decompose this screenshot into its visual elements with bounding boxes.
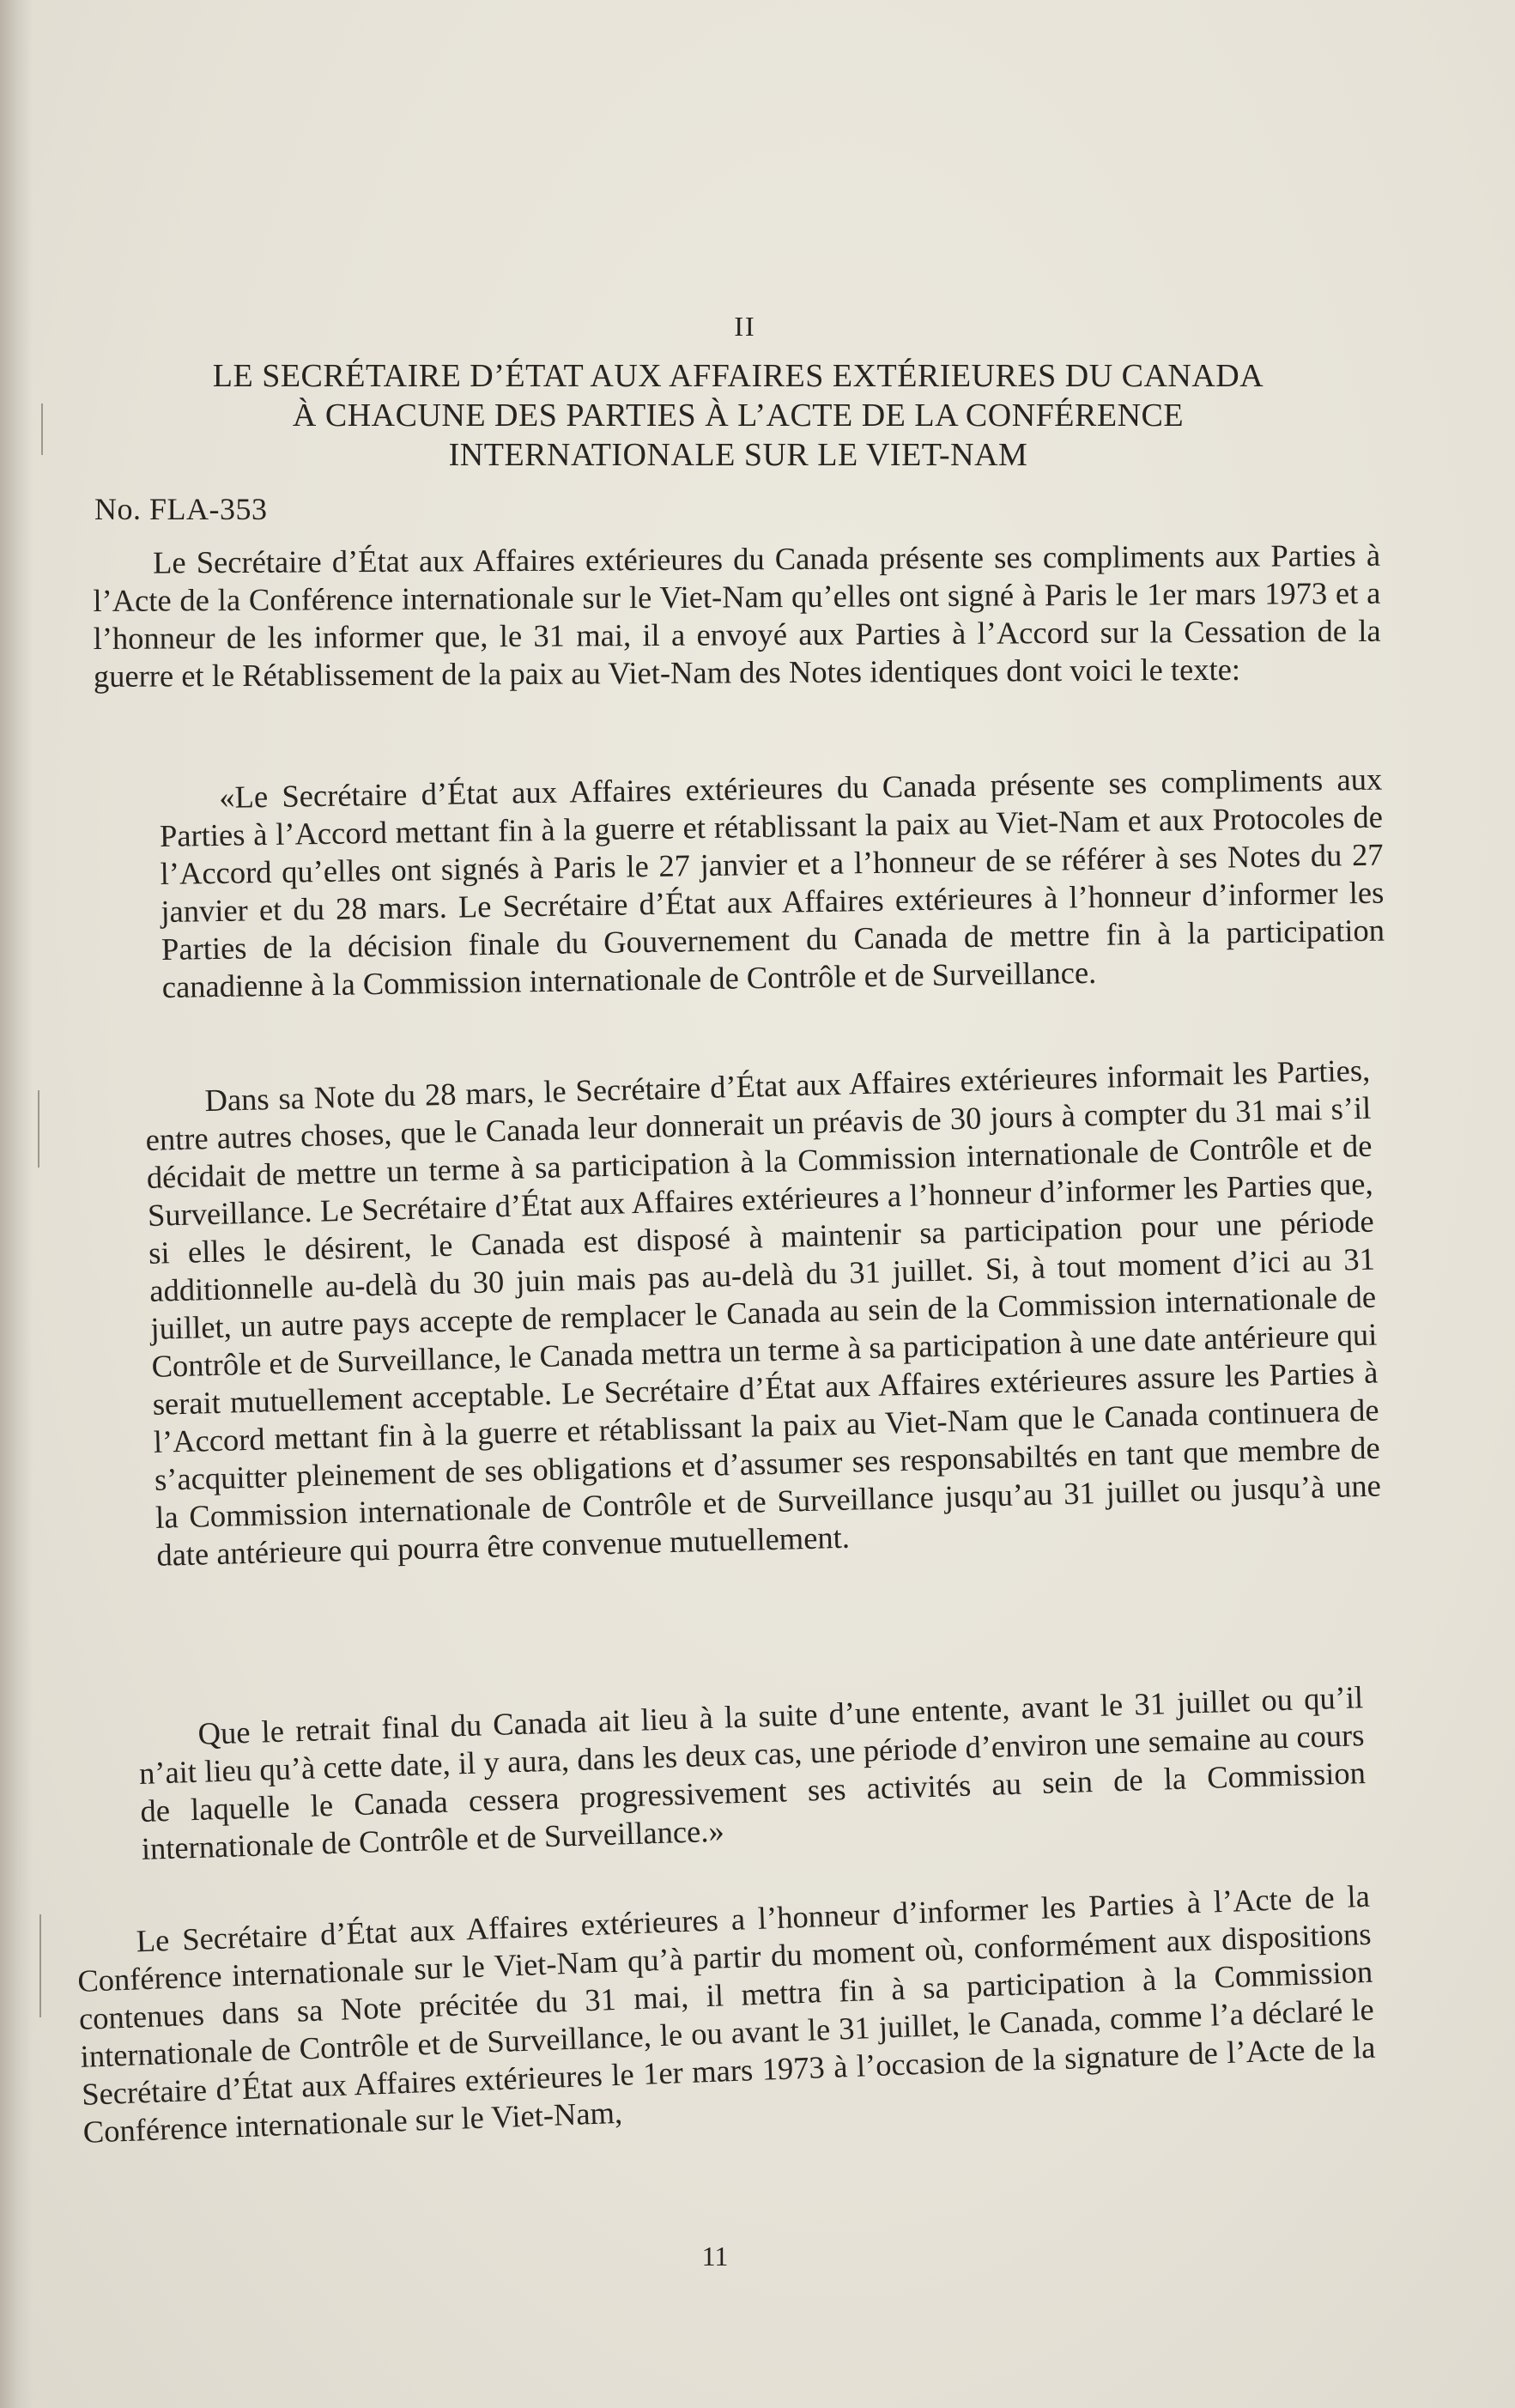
body-paragraph: Le Secrétaire d’État aux Affaires extérieures du Canada présente ses compliments aux Parties à l’Acte de la Conférence internationale sur le Viet-Nam qu’elles ont signé à Paris le 1er mars 1973 et a l’honneur de les informer que, le 31 mai, il a envoyé aux Parties à l’Accord sur la Cessation de la guerre et le Rétablissement de la paix au Viet-Nam des Notes identiques dont voici le texte: [93,537,1381,694]
heading-line: INTERNATIONALE SUR LE VIET-NAM [448,437,1028,473]
note-number: No. FLA-353 [94,492,268,526]
heading-line: À CHACUNE DES PARTIES À L’ACTE DE LA CONFÉRENCE [292,397,1185,434]
section-numeral: II [734,311,756,342]
page-number: 11 [701,2241,729,2272]
quoted-paragraph: «Le Secrétaire d’État aux Affaires extérieures du Canada présente ses compliments aux Parties à l’Accord mettant fin à la guerre et rétablissant la paix au Viet-Nam et aux Protocoles de l’Accord qu’elles ont signés à Paris le 27 janvier et a l’honneur de se référer à ses Notes du 27 janvier et du 28 mars. Le Secrétaire d’État aux Affaires extérieures à l’honneur d’informer les Parties de la décision finale du Gouvernement du Canada de mettre fin à la participation canadienne à la Commission internationale de Contrôle et de Surveillance. [159,761,1385,1004]
margin-mark [39,1914,41,2017]
margin-mark [41,403,43,455]
margin-mark [38,1090,39,1168]
document-heading [86,356,1391,475]
quoted-paragraph: Dans sa Note du 28 mars, le Secrétaire d’État aux Affaires extérieures informait les Parties, entre autres choses, que le Canada leur donnerait un préavis de 30 jours à compter du 31 mai s’il décidait de mettre un terme à sa participation à la Commission internationale de Contrôle et de Surveillance. Le Secrétaire d’État aux Affaires extérieures a l’honneur d’informer les Parties que, si elles le désirent, le Canada est disposé à maintenir sa participation pour une période additionnelle au-delà du 30 juin mais pas au-delà du 31 juillet. Si, à tout moment d’ici au 31 juillet, un autre pays accepte de remplacer le Canada au sein de la Commission internationale de Contrôle et de Surveillance, le Canada mettra un terme à sa participation à une date antérieure qui serait mutuellement acceptable. Le Secrétaire d’État aux Affaires extérieures assure les Parties à l’Accord mettant fin à la guerre et rétablissant la paix au Viet-Nam que le Canada continuera de s’acquitter pleinement de ses obligations et d’assumer ses responsabiltés en tant que membre de la Commission internationale de Contrôle et de Surveillance jusqu’au 31 juillet ou jusqu’à une date antérieure qui pourra être convenue mutuellement. [145,1052,1382,1573]
binding-gutter-shadow [0,0,33,2408]
heading-line: LE SECRÉTAIRE D’ÉTAT AUX AFFAIRES EXTÉRIEURES DU CANADA [212,358,1264,394]
body-paragraph: Le Secrétaire d’État aux Affaires extérieures a l’honneur d’informer les Parties à l’Acte de la Conférence internationale sur le Viet-Nam qu’à partir du moment où, conformément aux dispositions contenues dans sa Note précitée du 31 mai, il mettra fin à sa participation à la Commission internationale de Contrôle et de Surveillance, le ou avant le 31 juillet, le Canada, comme l’a déclaré le Secrétaire d’État aux Affaires extérieures le 1er mars 1973 à l’occasion de la signature de l’Acte de la Conférence internationale sur le Viet-Nam, [76,1877,1376,2150]
quoted-paragraph: Que le retrait final du Canada ait lieu à la suite d’une entente, avant le 31 juillet ou qu’il n’ait lieu qu’à cette date, il y aura, dans les deux cas, une période d’environ une semaine au cours de laquelle le Canada cessera progressivement ses activités au sein de la Commission internationale de Contrôle et de Surveillance.» [138,1679,1367,1866]
